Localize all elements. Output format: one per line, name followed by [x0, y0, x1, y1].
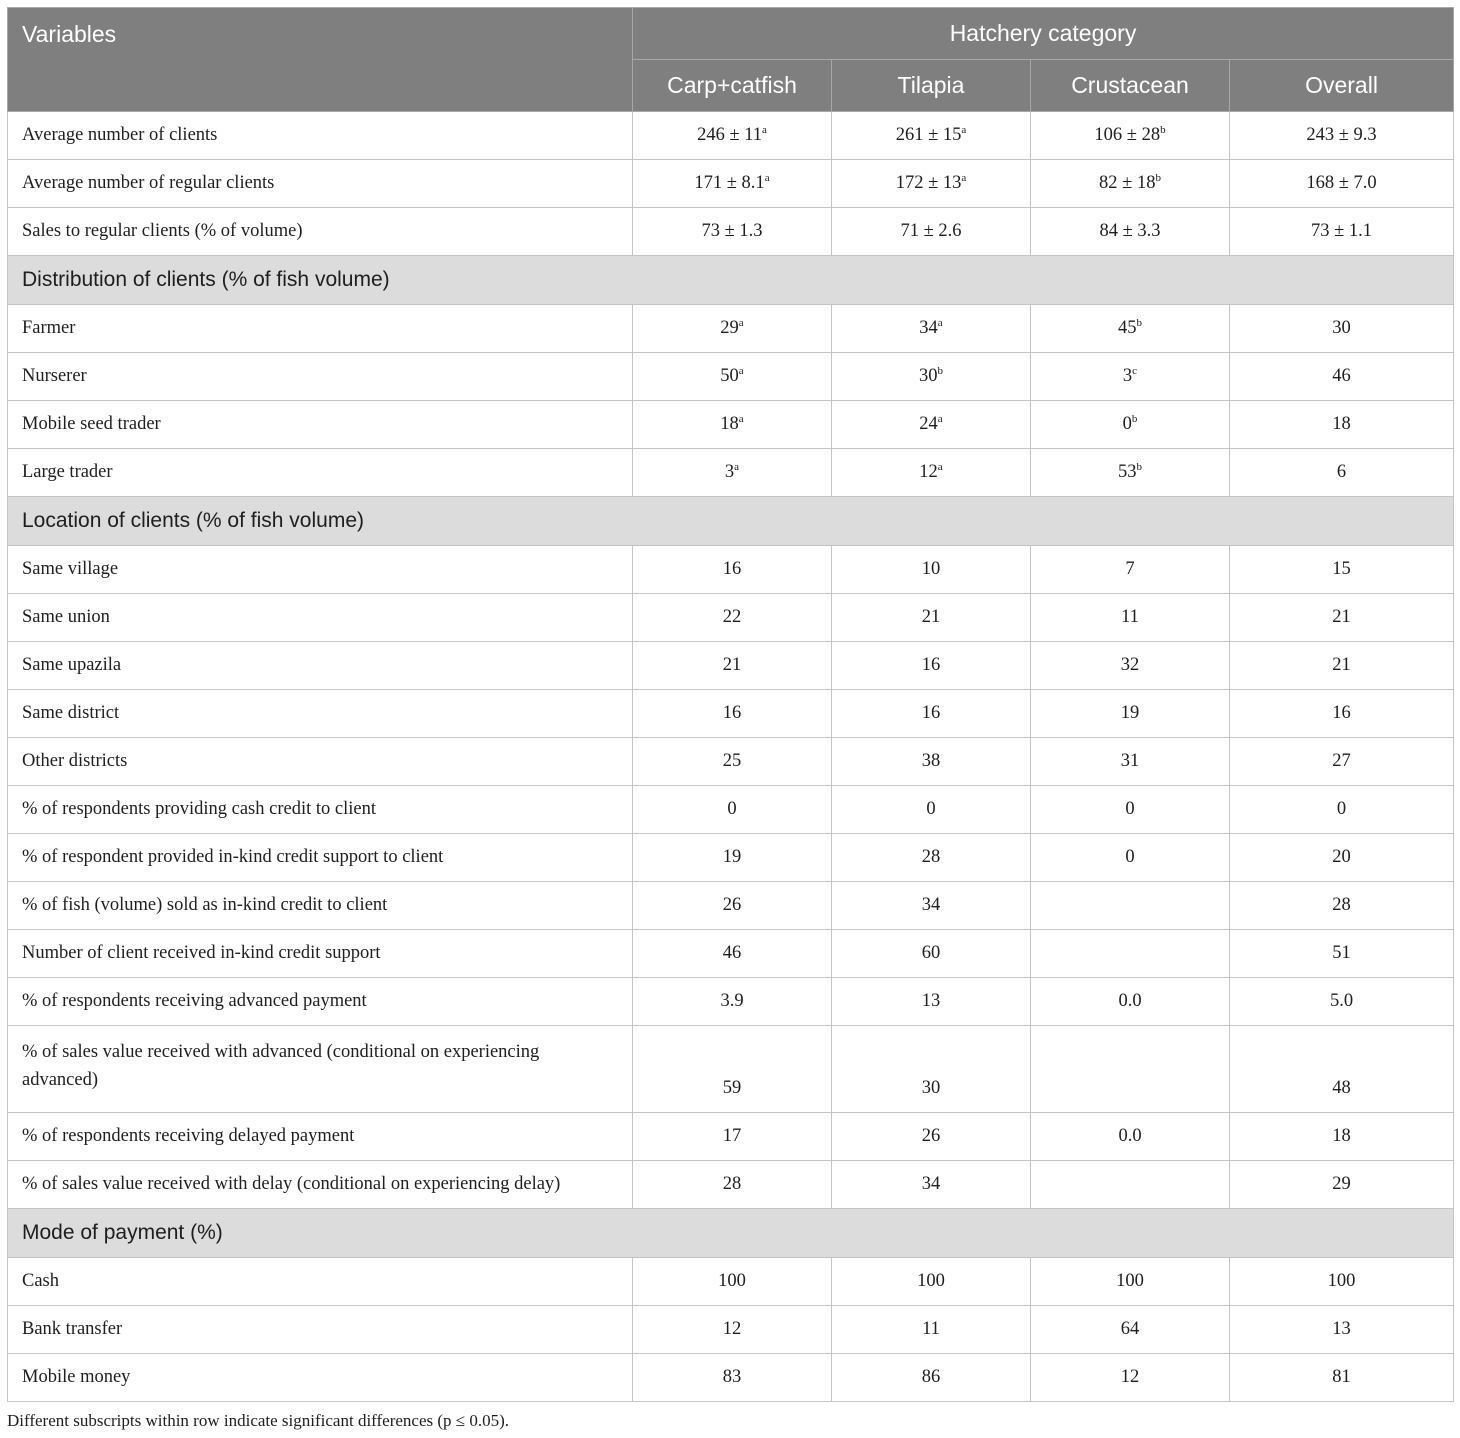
table-cell	[633, 449, 832, 497]
cell-value: 71 ± 2.6	[900, 221, 962, 241]
table-cell	[1031, 112, 1230, 160]
significance-superscript: a	[937, 317, 943, 329]
cell-value: 45	[1118, 318, 1137, 338]
cell-value: 34	[919, 318, 938, 338]
cell-value: 53	[1118, 462, 1137, 482]
table-cell	[1230, 112, 1454, 160]
table-row	[8, 208, 1454, 256]
significance-superscript: c	[1132, 365, 1138, 377]
significance-superscript: a	[961, 172, 967, 184]
table-cell	[633, 1026, 832, 1113]
table-cell	[832, 834, 1031, 882]
table-header	[8, 8, 1454, 112]
table-body	[8, 112, 1454, 1402]
table-row	[8, 594, 1454, 642]
significance-superscript: b	[1136, 461, 1142, 473]
table-cell	[1031, 401, 1230, 449]
cell-value: 73 ± 1.1	[1310, 221, 1373, 241]
table-cell	[633, 1161, 832, 1209]
table-cell	[832, 1258, 1031, 1306]
column-header-carp-catfish: Carp+catfish	[633, 60, 832, 112]
cell-value: 32	[1120, 655, 1140, 675]
table-row	[8, 1258, 1454, 1306]
table-cell	[832, 449, 1031, 497]
table-row	[8, 738, 1454, 786]
cell-value: 59	[722, 1078, 742, 1098]
significance-superscript: a	[738, 317, 744, 329]
cell-value: 16	[1332, 703, 1351, 723]
table-cell	[1031, 834, 1230, 882]
cell-value: 3.9	[720, 991, 744, 1011]
table-cell	[1230, 449, 1454, 497]
cell-value: 0	[1125, 799, 1135, 819]
table-row	[8, 1026, 1454, 1113]
cell-value: 30	[921, 1078, 941, 1098]
table-cell	[1230, 930, 1454, 978]
table-cell	[633, 882, 832, 930]
cell-value: 16	[722, 559, 742, 579]
table-cell	[832, 546, 1031, 594]
cell-value: 5.0	[1329, 991, 1354, 1011]
table-cell	[633, 1258, 832, 1306]
section-title: Location of clients (% of fish volume)	[8, 497, 1454, 546]
cell-value: 100	[1116, 1271, 1144, 1291]
row-label: % of respondent provided in-kind credit support to client	[8, 834, 633, 882]
row-label: Bank transfer	[8, 1306, 633, 1354]
cell-value: 21	[921, 607, 941, 627]
cell-value: 64	[1120, 1319, 1140, 1339]
cell-value: 3	[1122, 366, 1133, 386]
cell-value: 243 ± 9.3	[1306, 125, 1377, 145]
table-cell	[1230, 738, 1454, 786]
row-label: Cash	[8, 1258, 633, 1306]
table-cell	[633, 930, 832, 978]
column-header-tilapia: Tilapia	[832, 60, 1031, 112]
row-label: Number of client received in-kind credit support	[8, 930, 633, 978]
table-footnote: Different subscripts within row indicate significant differences (p ≤ 0.05).	[7, 1411, 510, 1430]
cell-value: 0	[1122, 414, 1132, 434]
hatchery-client-table	[7, 7, 1454, 1402]
table-cell	[633, 690, 832, 738]
significance-superscript: a	[738, 365, 744, 377]
table-cell	[633, 978, 832, 1026]
table-cell	[1031, 738, 1230, 786]
table-cell	[633, 1113, 832, 1161]
row-label: Same district	[8, 690, 633, 738]
table-cell	[1031, 1354, 1230, 1402]
table-row	[8, 690, 1454, 738]
cell-value: 10	[921, 559, 941, 579]
table-cell	[832, 1026, 1031, 1113]
table-cell	[633, 1306, 832, 1354]
table-cell	[832, 642, 1031, 690]
table-cell	[1031, 1306, 1230, 1354]
section-title: Mode of payment (%)	[8, 1209, 1454, 1258]
table-cell	[1230, 786, 1454, 834]
section-header-row	[8, 1209, 1454, 1258]
table-cell	[1230, 882, 1454, 930]
cell-value: 0.0	[1118, 991, 1142, 1011]
cell-value: 11	[1121, 607, 1139, 627]
table-row	[8, 1113, 1454, 1161]
table-cell	[1031, 1258, 1230, 1306]
row-label: Same upazila	[8, 642, 633, 690]
table-cell	[1230, 546, 1454, 594]
table-cell	[1031, 546, 1230, 594]
table-row	[8, 1306, 1454, 1354]
table-cell	[633, 642, 832, 690]
significance-superscript: b	[1131, 413, 1138, 425]
table-cell	[832, 1306, 1031, 1354]
table-cell	[832, 1113, 1031, 1161]
table-cell	[633, 594, 832, 642]
cell-value: 13	[921, 991, 941, 1011]
cell-value: 0	[727, 799, 737, 819]
cell-value: 46	[1332, 366, 1351, 386]
table-cell	[633, 160, 832, 208]
cell-value: 0	[926, 799, 936, 819]
table-cell	[832, 738, 1031, 786]
cell-value: 26	[921, 1126, 941, 1146]
variables-header: Variables	[8, 8, 633, 112]
table-row	[8, 642, 1454, 690]
cell-value: 246 ± 11	[697, 125, 763, 145]
row-label: % of sales value received with advanced (conditional on experiencing advanced)	[8, 1026, 633, 1113]
table-cell	[1230, 978, 1454, 1026]
column-header-crustacean: Crustacean	[1031, 60, 1230, 112]
table-cell	[633, 834, 832, 882]
cell-value: 83	[722, 1367, 742, 1387]
cell-value: 13	[1332, 1319, 1351, 1339]
significance-superscript: b	[1160, 124, 1166, 136]
row-label: % of respondents providing cash credit to client	[8, 786, 633, 834]
cell-value: 3	[724, 462, 735, 482]
hatchery-category-header: Hatchery category	[633, 8, 1454, 60]
row-label: Same village	[8, 546, 633, 594]
table-row	[8, 305, 1454, 353]
cell-value: 51	[1332, 943, 1351, 963]
cell-value: 17	[722, 1126, 742, 1146]
cell-value: 11	[922, 1319, 940, 1339]
table-cell	[832, 112, 1031, 160]
cell-value: 82 ± 18	[1099, 173, 1156, 193]
table-cell	[633, 208, 832, 256]
cell-value: 48	[1332, 1078, 1351, 1098]
cell-value: 16	[921, 703, 941, 723]
cell-value: 18	[1332, 1126, 1351, 1146]
section-header-row	[8, 497, 1454, 546]
cell-value: 18	[1332, 414, 1351, 434]
table-cell	[1230, 642, 1454, 690]
cell-value: 21	[1332, 655, 1351, 675]
row-label: Sales to regular clients (% of volume)	[8, 208, 633, 256]
table-cell	[633, 1354, 832, 1402]
row-label: Average number of clients	[8, 112, 633, 160]
table-cell	[1031, 594, 1230, 642]
table-cell	[1031, 208, 1230, 256]
cell-value: 100	[1327, 1271, 1356, 1291]
cell-value: 50	[720, 366, 739, 386]
table-row	[8, 1161, 1454, 1209]
table-cell	[1031, 449, 1230, 497]
significance-superscript: b	[937, 365, 943, 377]
table-cell	[1031, 1161, 1230, 1209]
table-row	[8, 353, 1454, 401]
row-label: Mobile money	[8, 1354, 633, 1402]
table-row	[8, 786, 1454, 834]
table-cell	[1031, 1026, 1230, 1113]
cell-value: 12	[919, 462, 938, 482]
table-cell	[1230, 1258, 1454, 1306]
cell-value: 20	[1332, 847, 1351, 867]
cell-value: 19	[722, 847, 742, 867]
cell-value: 15	[1332, 559, 1351, 579]
cell-value: 46	[722, 943, 742, 963]
table-cell	[1230, 834, 1454, 882]
table-cell	[832, 208, 1031, 256]
row-label: Large trader	[8, 449, 633, 497]
table-cell	[1031, 353, 1230, 401]
row-label: Same union	[8, 594, 633, 642]
row-label: % of sales value received with delay (conditional on experiencing delay)	[8, 1161, 633, 1209]
cell-value: 38	[921, 751, 941, 771]
table-cell	[832, 401, 1031, 449]
table-cell	[1230, 305, 1454, 353]
cell-value: 28	[722, 1174, 742, 1194]
column-header-overall: Overall	[1230, 60, 1454, 112]
cell-value: 73 ± 1.3	[701, 221, 763, 241]
cell-value: 21	[1332, 607, 1351, 627]
cell-value: 28	[1332, 895, 1351, 915]
row-label: Mobile seed trader	[8, 401, 633, 449]
table-row	[8, 112, 1454, 160]
table-cell	[633, 305, 832, 353]
cell-value: 261 ± 15	[895, 125, 962, 145]
cell-value: 24	[919, 414, 938, 434]
cell-value: 60	[921, 943, 941, 963]
table-cell	[633, 546, 832, 594]
significance-superscript: b	[1155, 172, 1161, 184]
significance-superscript: a	[937, 413, 943, 425]
row-label: Other districts	[8, 738, 633, 786]
cell-value: 30	[919, 366, 938, 386]
table-cell	[832, 978, 1031, 1026]
table-cell	[832, 1161, 1031, 1209]
cell-value: 100	[917, 1271, 945, 1291]
table-cell	[1031, 642, 1230, 690]
table-cell	[832, 930, 1031, 978]
table-cell	[633, 112, 832, 160]
table-cell	[1230, 1354, 1454, 1402]
table-cell	[1230, 160, 1454, 208]
row-label: % of respondents receiving advanced payment	[8, 978, 633, 1026]
row-label: Average number of regular clients	[8, 160, 633, 208]
table-cell	[633, 786, 832, 834]
table-cell	[1230, 1161, 1454, 1209]
table-cell	[832, 353, 1031, 401]
cell-value: 168 ± 7.0	[1306, 173, 1377, 193]
table-cell	[1230, 1306, 1454, 1354]
table-row	[8, 546, 1454, 594]
table-cell	[1031, 786, 1230, 834]
row-label: % of fish (volume) sold as in-kind credit to client	[8, 882, 633, 930]
cell-value: 84 ± 3.3	[1099, 221, 1161, 241]
cell-value: 19	[1120, 703, 1140, 723]
table-row	[8, 834, 1454, 882]
table-cell	[633, 401, 832, 449]
header-row-1	[8, 8, 1454, 60]
cell-value: 27	[1332, 751, 1351, 771]
table-row	[8, 160, 1454, 208]
table-cell	[1031, 160, 1230, 208]
cell-value: 31	[1120, 751, 1140, 771]
cell-value: 21	[722, 655, 742, 675]
table-row	[8, 930, 1454, 978]
table-cell	[832, 882, 1031, 930]
table-cell	[1230, 690, 1454, 738]
cell-value: 100	[718, 1271, 746, 1291]
cell-value: 26	[722, 895, 742, 915]
table-cell	[1031, 690, 1230, 738]
table-cell	[832, 690, 1031, 738]
cell-value: 30	[1332, 318, 1351, 338]
cell-value: 106 ± 28	[1094, 125, 1161, 145]
table-cell	[1230, 401, 1454, 449]
cell-value: 28	[921, 847, 941, 867]
significance-superscript: a	[762, 124, 767, 136]
cell-value: 29	[1332, 1174, 1351, 1194]
cell-value: 86	[921, 1367, 941, 1387]
cell-value: 16	[722, 703, 742, 723]
cell-value: 171 ± 8.1	[694, 173, 765, 193]
table-cell	[1031, 1113, 1230, 1161]
significance-superscript: a	[738, 413, 744, 425]
table-row	[8, 978, 1454, 1026]
row-label: Nurserer	[8, 353, 633, 401]
cell-value: 6	[1336, 462, 1347, 482]
table-cell	[1230, 353, 1454, 401]
table-cell	[832, 160, 1031, 208]
significance-superscript: a	[937, 461, 943, 473]
cell-value: 16	[921, 655, 941, 675]
cell-value: 12	[1120, 1367, 1140, 1387]
cell-value: 34	[921, 1174, 941, 1194]
section-header-row	[8, 256, 1454, 305]
row-label: % of respondents receiving delayed payment	[8, 1113, 633, 1161]
table-cell	[1230, 208, 1454, 256]
cell-value: 29	[720, 318, 739, 338]
table-cell	[1031, 978, 1230, 1026]
cell-value: 34	[921, 895, 941, 915]
cell-value: 7	[1125, 559, 1135, 579]
cell-value: 172 ± 13	[895, 173, 962, 193]
table-cell	[832, 786, 1031, 834]
table-container	[7, 7, 1453, 1402]
table-row	[8, 449, 1454, 497]
cell-value: 0.0	[1118, 1126, 1142, 1146]
table-cell	[1230, 594, 1454, 642]
cell-value: 12	[722, 1319, 742, 1339]
cell-value: 0	[1336, 799, 1347, 819]
table-row	[8, 882, 1454, 930]
table-cell	[832, 1354, 1031, 1402]
row-label: Farmer	[8, 305, 633, 353]
table-cell	[1031, 882, 1230, 930]
significance-superscript: b	[1136, 317, 1142, 329]
cell-value: 18	[720, 414, 739, 434]
table-row	[8, 401, 1454, 449]
table-cell	[1230, 1113, 1454, 1161]
cell-value: 25	[722, 751, 742, 771]
table-cell	[1031, 305, 1230, 353]
table-cell	[832, 594, 1031, 642]
cell-value: 22	[722, 607, 742, 627]
table-cell	[1031, 930, 1230, 978]
significance-superscript: a	[961, 124, 967, 136]
table-cell	[633, 353, 832, 401]
cell-value: 0	[1125, 847, 1135, 867]
significance-superscript: a	[764, 172, 770, 184]
table-cell	[1230, 1026, 1454, 1113]
table-row	[8, 1354, 1454, 1402]
table-cell	[832, 305, 1031, 353]
cell-value: 81	[1332, 1367, 1351, 1387]
table-cell	[633, 738, 832, 786]
significance-superscript: a	[734, 461, 740, 473]
section-title: Distribution of clients (% of fish volume)	[8, 256, 1454, 305]
